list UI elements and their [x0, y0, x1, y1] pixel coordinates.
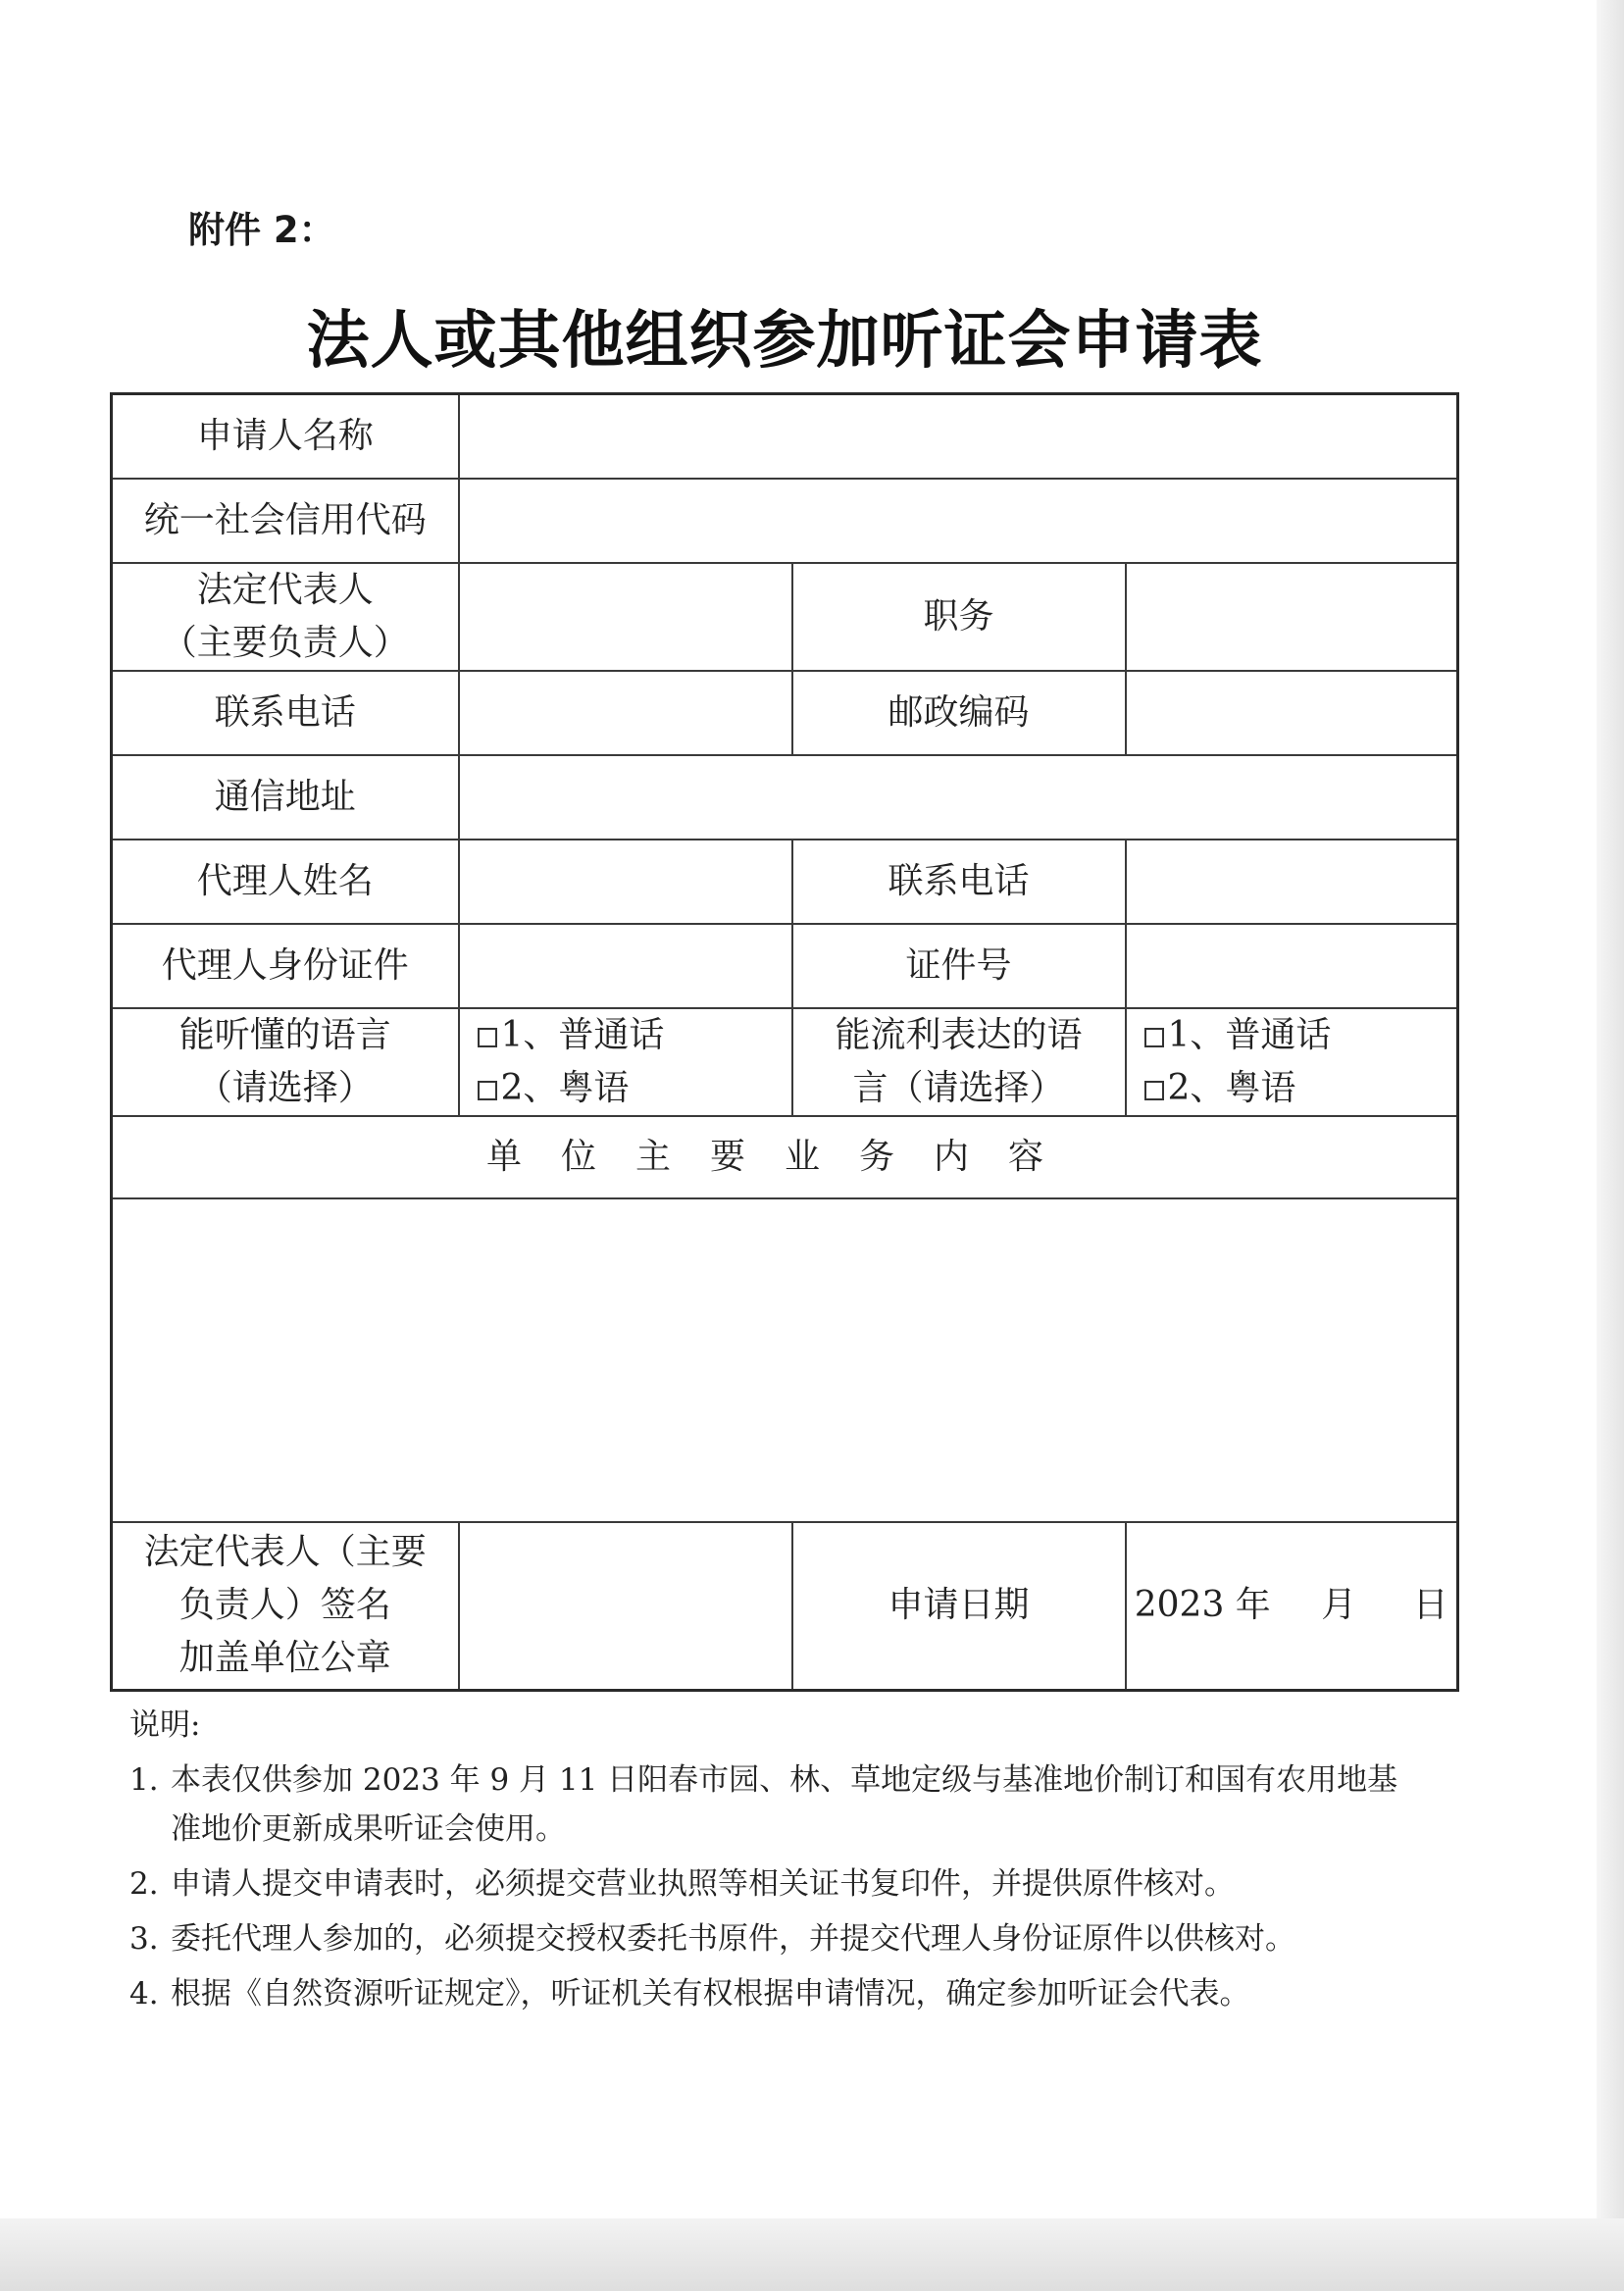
note-item — [129, 1914, 1404, 1963]
label-main-business: 单位主要业务内容 — [112, 1116, 1458, 1198]
row-main-business-content — [112, 1198, 1458, 1522]
label-address: 通信地址 — [112, 755, 459, 840]
fluent-option-cantonese-label: 2、粤语 — [1167, 1067, 1296, 1108]
field-signature[interactable] — [459, 1522, 792, 1691]
row-main-business-header — [112, 1116, 1458, 1198]
fluent-option-mandarin-label: 1、普通话 — [1167, 1014, 1332, 1055]
notes-heading: 说明: — [129, 1707, 201, 1743]
understand-option-mandarin-label: 1、普通话 — [500, 1014, 665, 1055]
scan-bottom-edge — [0, 2218, 1624, 2291]
label-signature-line2: 负责人）签名 — [178, 1585, 391, 1626]
label-legal-rep-line2: （主要负责人） — [161, 622, 409, 663]
label-legal-rep — [112, 563, 459, 671]
date-year: 2023 年 — [1134, 1585, 1271, 1626]
label-agent-id-doc: 代理人身份证件 — [112, 924, 459, 1008]
row-signature — [112, 1522, 1458, 1691]
row-languages — [112, 1008, 1458, 1116]
label-phone: 联系电话 — [112, 671, 459, 755]
field-id-number[interactable] — [1126, 924, 1458, 1008]
label-signature-line3: 加盖单位公章 — [178, 1638, 391, 1679]
label-understand-lang-line1: 能听懂的语言 — [178, 1014, 391, 1055]
row-credit-code — [112, 479, 1458, 563]
checkbox-icon[interactable] — [1144, 1081, 1164, 1100]
checkbox-icon[interactable] — [478, 1081, 497, 1100]
notes-section — [129, 1701, 1404, 2018]
field-agent-id-doc[interactable] — [459, 924, 792, 1008]
label-understand-lang — [112, 1008, 459, 1116]
note-number: 3. — [129, 1921, 159, 1957]
note-item — [129, 1756, 1404, 1854]
field-agent-name[interactable] — [459, 840, 792, 924]
checkbox-icon[interactable] — [1144, 1028, 1164, 1047]
field-postal-code[interactable] — [1126, 671, 1458, 755]
understand-lang-options — [459, 1008, 792, 1116]
field-phone[interactable] — [459, 671, 792, 755]
attachment-label: 附件 2： — [188, 209, 335, 251]
row-agent-id — [112, 924, 1458, 1008]
label-fluent-lang-line2: 言（请选择） — [852, 1067, 1065, 1108]
label-credit-code: 统一社会信用代码 — [112, 479, 459, 563]
label-apply-date: 申请日期 — [792, 1522, 1126, 1691]
label-id-number: 证件号 — [792, 924, 1126, 1008]
understand-option-cantonese[interactable] — [478, 1062, 791, 1115]
checkbox-icon[interactable] — [478, 1028, 497, 1047]
label-legal-rep-line1: 法定代表人 — [196, 569, 374, 610]
understand-option-cantonese-label: 2、粤语 — [500, 1067, 630, 1108]
fluent-option-mandarin[interactable] — [1144, 1009, 1457, 1062]
application-form-table — [110, 392, 1459, 1692]
label-signature-line1: 法定代表人（主要 — [143, 1532, 427, 1573]
field-applicant-name[interactable] — [459, 394, 1458, 479]
note-text: 申请人提交申请表时，必须提交营业执照等相关证书复印件，并提供原件核对。 — [171, 1866, 1235, 1902]
row-legal-rep — [112, 563, 1458, 671]
field-apply-date[interactable] — [1126, 1522, 1458, 1691]
field-agent-phone[interactable] — [1126, 840, 1458, 924]
label-postal-code: 邮政编码 — [792, 671, 1126, 755]
label-understand-lang-line2: （请选择） — [196, 1067, 374, 1108]
understand-option-mandarin[interactable] — [478, 1009, 791, 1062]
note-item — [129, 1969, 1404, 2018]
label-position: 职务 — [792, 563, 1126, 671]
note-number: 2. — [129, 1866, 159, 1902]
field-address[interactable] — [459, 755, 1458, 840]
fluent-option-cantonese[interactable] — [1144, 1062, 1457, 1115]
note-text: 根据《自然资源听证规定》，听证机关有权根据申请情况，确定参加听证会代表。 — [171, 1976, 1250, 2011]
note-text: 委托代理人参加的，必须提交授权委托书原件，并提交代理人身份证原件以供核对。 — [171, 1921, 1295, 1957]
page-title: 法人或其他组织参加听证会申请表 — [306, 305, 1263, 378]
label-agent-phone: 联系电话 — [792, 840, 1126, 924]
label-agent-name: 代理人姓名 — [112, 840, 459, 924]
row-address — [112, 755, 1458, 840]
note-item — [129, 1859, 1404, 1909]
label-signature — [112, 1522, 459, 1691]
field-main-business[interactable] — [112, 1198, 1458, 1522]
row-phone — [112, 671, 1458, 755]
date-day: 日 — [1412, 1585, 1448, 1626]
label-fluent-lang-line1: 能流利表达的语 — [835, 1014, 1083, 1055]
note-text: 本表仅供参加 2023 年 9 月 11 日阳春市园、林、草地定级与基准地价制订和国有农用地基准地价更新成果听证会使用。 — [171, 1762, 1398, 1847]
label-fluent-lang — [792, 1008, 1126, 1116]
label-applicant-name: 申请人名称 — [112, 394, 459, 479]
date-month: 月 — [1321, 1585, 1357, 1626]
note-number: 1. — [129, 1762, 159, 1798]
field-credit-code[interactable] — [459, 479, 1458, 563]
note-number: 4. — [129, 1976, 159, 2011]
row-agent — [112, 840, 1458, 924]
field-legal-rep[interactable] — [459, 563, 792, 671]
row-applicant-name — [112, 394, 1458, 479]
field-position[interactable] — [1126, 563, 1458, 671]
fluent-lang-options — [1126, 1008, 1458, 1116]
scan-right-edge — [1597, 0, 1624, 2291]
